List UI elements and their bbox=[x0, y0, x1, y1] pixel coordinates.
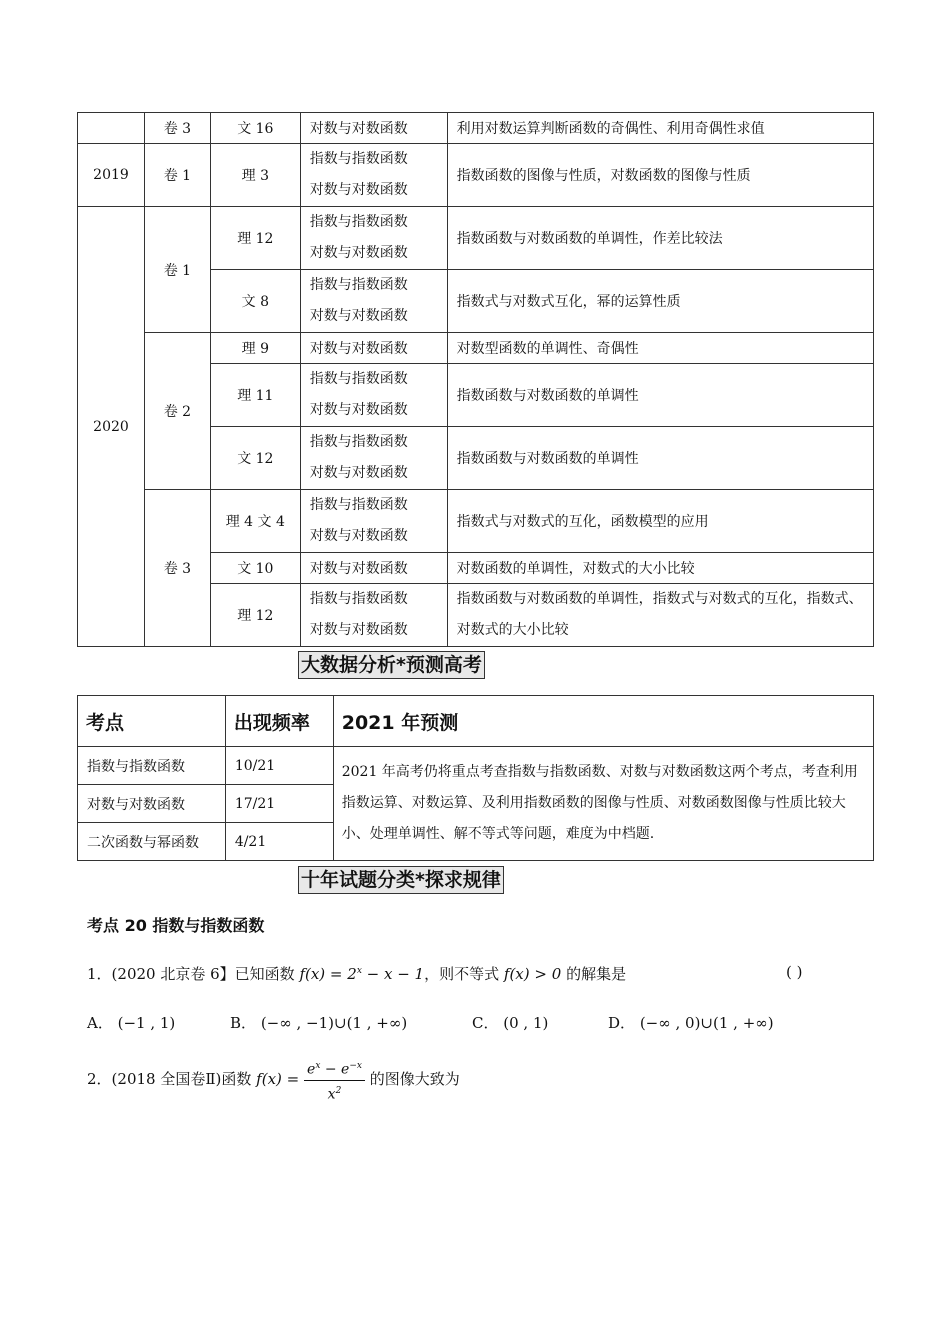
question-cell: 理 11 bbox=[210, 364, 300, 427]
question-cell: 文 10 bbox=[210, 553, 300, 584]
paper-cell: 卷 3 bbox=[144, 490, 210, 647]
question-1-mid: ，则不等式 bbox=[424, 965, 500, 983]
table-row bbox=[78, 207, 874, 270]
fraction-numerator: $e^x - e^{-x}$ bbox=[304, 1056, 365, 1081]
question-2-prefix: 2．(2018 全国卷Ⅱ)函数 bbox=[87, 1070, 252, 1089]
question-1-suffix: 的解集是 bbox=[566, 965, 627, 983]
question-cell: 理 9 bbox=[210, 333, 300, 364]
exam-history-table bbox=[77, 112, 874, 647]
content-cell: 利用对数运算判断函数的奇偶性、利用奇偶性求值 bbox=[447, 113, 873, 144]
topic-cell: 指数与指数函数 对数与对数函数 bbox=[300, 207, 447, 270]
header-prediction: 2021 年预测 bbox=[333, 696, 873, 747]
option-c: C． (0 , 1) bbox=[472, 1014, 549, 1032]
topic-cell: 指数与指数函数 对数与对数函数 bbox=[300, 427, 447, 490]
topic-cell: 指数与指数函数 对数与对数函数 bbox=[300, 144, 447, 207]
question-2-function: f(x) = bbox=[256, 1070, 300, 1089]
topic-cell: 对数与对数函数 bbox=[300, 553, 447, 584]
question-cell: 理 12 bbox=[210, 207, 300, 270]
analysis-table bbox=[77, 695, 874, 861]
frequency-cell: 17/21 bbox=[225, 785, 333, 823]
topic-cell: 对数与对数函数 bbox=[300, 113, 447, 144]
content-cell: 对数型函数的单调性、奇偶性 bbox=[447, 333, 873, 364]
section-heading: 考点 20 指数与指数函数 bbox=[87, 916, 265, 935]
content-cell: 指数式与对数式的互化，函数模型的应用 bbox=[447, 490, 873, 553]
answer-parenthesis: ( ) bbox=[786, 963, 803, 981]
frequency-cell: 10/21 bbox=[225, 747, 333, 785]
fraction-denominator: $x^2$ bbox=[327, 1085, 342, 1103]
question-cell: 理 12 bbox=[210, 584, 300, 647]
question-1 bbox=[87, 963, 867, 984]
topic-cell: 二次函数与幂函数 bbox=[78, 823, 226, 861]
topic-cell: 指数与指数函数 bbox=[78, 747, 226, 785]
year-cell: 2020 bbox=[78, 207, 145, 647]
question-1-prefix: 1．(2020 北京卷 6】已知函数 bbox=[87, 965, 295, 983]
question-cell: 文 12 bbox=[210, 427, 300, 490]
table-row bbox=[78, 333, 874, 364]
paper-cell: 卷 1 bbox=[144, 144, 210, 207]
prediction-cell: 2021 年高考仍将重点考查指数与指数函数、对数与对数函数这两个考点，考查利用指数运算、对数运算、及利用指数函数的图像与性质、对数函数图像与性质比较大小、处理单调性、解不等式等问题，难度为中档题. bbox=[333, 747, 873, 861]
paper-cell: 卷 3 bbox=[144, 113, 210, 144]
table-row bbox=[78, 747, 874, 785]
table-header-row bbox=[78, 696, 874, 747]
question-2-suffix: 的图像大致为 bbox=[369, 1070, 460, 1089]
header-topic: 考点 bbox=[78, 696, 226, 747]
topic-cell: 指数与指数函数 对数与对数函数 bbox=[300, 364, 447, 427]
content-cell: 指数函数与对数函数的单调性 bbox=[447, 364, 873, 427]
content-cell: 指数函数与对数函数的单调性，指数式与对数式的互化，指数式、对数式的大小比较 bbox=[447, 584, 873, 647]
content-cell: 指数函数与对数函数的单调性，作差比较法 bbox=[447, 207, 873, 270]
paper-cell: 卷 1 bbox=[144, 207, 210, 333]
content-cell: 指数式与对数式互化，幂的运算性质 bbox=[447, 270, 873, 333]
paper-cell: 卷 2 bbox=[144, 333, 210, 490]
question-2 bbox=[87, 1056, 460, 1104]
question-2-fraction bbox=[304, 1056, 365, 1104]
content-cell: 指数函数与对数函数的单调性 bbox=[447, 427, 873, 490]
table-row bbox=[78, 113, 874, 144]
year-cell: 2019 bbox=[78, 144, 145, 207]
content-cell: 对数函数的单调性，对数式的大小比较 bbox=[447, 553, 873, 584]
topic-cell: 对数与对数函数 bbox=[78, 785, 226, 823]
question-1-inequality: f(x) > 0 bbox=[503, 965, 562, 983]
year-cell bbox=[78, 113, 145, 144]
question-cell: 理 4 文 4 bbox=[210, 490, 300, 553]
option-d: D． (−∞ , 0)∪(1 , +∞) bbox=[608, 1014, 774, 1032]
table-row bbox=[78, 144, 874, 207]
frequency-cell: 4/21 bbox=[225, 823, 333, 861]
question-cell: 文 8 bbox=[210, 270, 300, 333]
question-1-function: $f(x) = 2^x - x - 1$ bbox=[299, 965, 425, 983]
topic-cell: 指数与指数函数 对数与对数函数 bbox=[300, 490, 447, 553]
content-cell: 指数函数的图像与性质，对数函数的图像与性质 bbox=[447, 144, 873, 207]
option-a: A． (−1 , 1) bbox=[87, 1014, 176, 1032]
header-frequency: 出现频率 bbox=[225, 696, 333, 747]
section-banner-analysis: 大数据分析*预测高考 bbox=[298, 651, 485, 679]
section-banner-classification: 十年试题分类*探求规律 bbox=[298, 866, 504, 894]
topic-cell: 对数与对数函数 bbox=[300, 333, 447, 364]
topic-cell: 指数与指数函数 对数与对数函数 bbox=[300, 584, 447, 647]
topic-cell: 指数与指数函数 对数与对数函数 bbox=[300, 270, 447, 333]
question-cell: 理 3 bbox=[210, 144, 300, 207]
option-b: B． (−∞ , −1)∪(1 , +∞) bbox=[230, 1014, 408, 1032]
table-row bbox=[78, 490, 874, 553]
question-cell: 文 16 bbox=[210, 113, 300, 144]
